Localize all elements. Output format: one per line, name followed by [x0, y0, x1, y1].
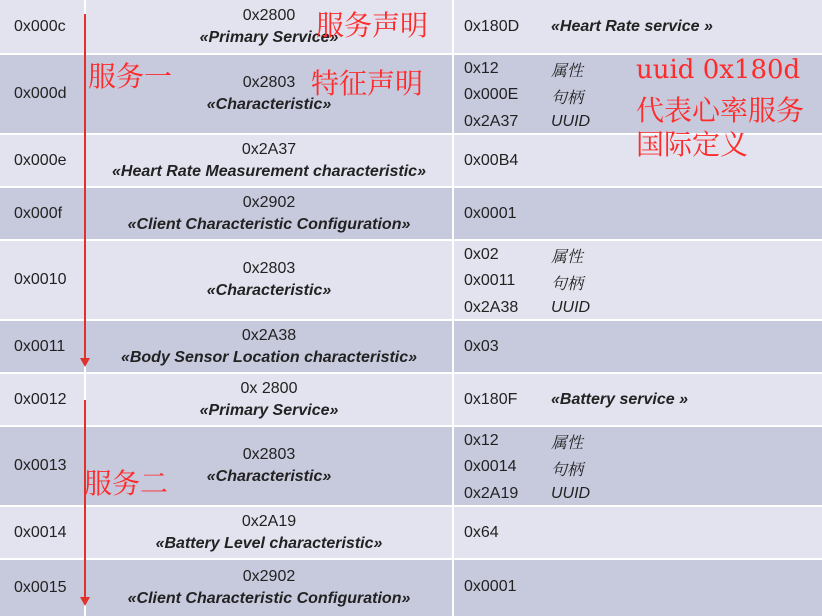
type-cell	[86, 374, 454, 425]
type-cell	[86, 135, 454, 186]
uuid-note-line1: uuid 0x180d	[636, 55, 801, 85]
handle-cell: 0x0012	[0, 374, 86, 425]
attribute-value: 0x64	[464, 524, 499, 541]
handle-value: 0x0011	[464, 272, 516, 289]
property-value: 0x02	[464, 246, 499, 263]
handle-cell: 0x0015	[0, 560, 86, 616]
table-row	[0, 321, 822, 374]
handle-label: 句柄	[551, 276, 584, 293]
attribute-type: 0x2803	[242, 74, 296, 91]
attribute-value: 0x0001	[464, 205, 517, 222]
property-label: 属性	[551, 435, 584, 452]
attribute-type: 0x2902	[242, 193, 296, 211]
table-row	[0, 560, 822, 616]
value-cell	[454, 241, 822, 319]
value-cell	[454, 560, 822, 616]
attribute-type: 0x2A37	[241, 140, 297, 158]
attribute-value: 0x180D	[464, 18, 520, 35]
handle-cell: 0x000c	[0, 0, 86, 53]
attribute-description: «Characteristic»	[206, 468, 332, 485]
value-cell	[454, 321, 822, 372]
handle-cell: 0x0010	[0, 241, 86, 319]
service-two-annotation: 服务二	[84, 467, 169, 500]
uuid-label: UUID	[551, 485, 591, 502]
attribute-type: 0x2803	[242, 260, 296, 277]
value-cell	[454, 188, 822, 239]
service-two-arrow-head	[80, 597, 90, 606]
type-cell	[86, 507, 454, 558]
handle-cell: 0x000e	[0, 135, 86, 186]
attribute-description: «Battery Level characteristic»	[155, 534, 383, 552]
uuid-label: UUID	[551, 299, 591, 316]
service-name: «Heart Rate service »	[551, 18, 713, 35]
value-cell	[454, 374, 822, 425]
property-value: 0x12	[464, 60, 499, 77]
table-row	[0, 374, 822, 427]
service-declaration-annotation: 服务声明	[316, 9, 429, 42]
type-cell	[86, 560, 454, 616]
attribute-description: «Client Characteristic Configuration»	[127, 215, 411, 233]
value-cell	[454, 507, 822, 558]
handle-cell: 0x0014	[0, 507, 86, 558]
type-cell	[86, 321, 454, 372]
handle-label: 句柄	[551, 90, 584, 107]
service-name: «Battery service »	[551, 391, 688, 408]
uuid-note-line2: 代表心率服务	[636, 94, 805, 127]
attribute-value: 0x00B4	[464, 152, 519, 169]
service-one-arrow-head	[80, 358, 90, 367]
handle-cell: 0x0011	[0, 321, 86, 372]
attribute-value: 0x180F	[464, 391, 518, 408]
attribute-description: «Client Characteristic Configuration»	[127, 590, 411, 607]
attribute-description: «Body Sensor Location characteristic»	[120, 348, 418, 366]
attribute-value: 0x0001	[464, 578, 517, 595]
attribute-type: 0x2803	[242, 446, 296, 463]
attribute-type: 0x2A38	[241, 326, 297, 344]
handle-cell: 0x000d	[0, 55, 86, 133]
table-row	[0, 507, 822, 560]
value-cell	[454, 427, 822, 505]
table-row	[0, 241, 822, 321]
attribute-description: «Characteristic»	[206, 96, 332, 113]
attribute-description: «Characteristic»	[206, 282, 332, 299]
type-cell	[86, 188, 454, 239]
uuid-value: 0x2A19	[464, 485, 519, 502]
handle-label: 句柄	[551, 462, 584, 479]
attribute-type: 0x 2800	[240, 379, 298, 397]
type-cell	[86, 241, 454, 319]
value-cell	[454, 0, 822, 53]
uuid-value: 0x2A37	[464, 113, 519, 130]
uuid-value: 0x2A38	[464, 299, 519, 316]
attribute-type: 0x2A19	[241, 512, 297, 530]
table-row	[0, 188, 822, 241]
service-one-annotation: 服务一	[88, 60, 173, 93]
property-value: 0x12	[464, 432, 499, 449]
property-label: 属性	[551, 249, 584, 266]
property-label: 属性	[551, 63, 584, 80]
attribute-type: 0x2800	[242, 6, 296, 24]
attribute-type: 0x2902	[242, 568, 296, 585]
handle-cell: 0x000f	[0, 188, 86, 239]
uuid-note-line3: 国际定义	[636, 128, 749, 161]
handle-value: 0x0014	[464, 458, 517, 475]
handle-cell: 0x0013	[0, 427, 86, 505]
attribute-description: «Primary Service»	[199, 401, 339, 419]
uuid-label: UUID	[551, 113, 591, 130]
attribute-description: «Heart Rate Measurement characteristic»	[112, 162, 426, 180]
handle-value: 0x000E	[464, 86, 519, 103]
attribute-value: 0x03	[464, 338, 499, 355]
attribute-description: «Primary Service»	[199, 28, 339, 46]
service-one-arrow-line	[84, 14, 86, 359]
characteristic-declaration-annotation: 特征声明	[311, 67, 424, 100]
